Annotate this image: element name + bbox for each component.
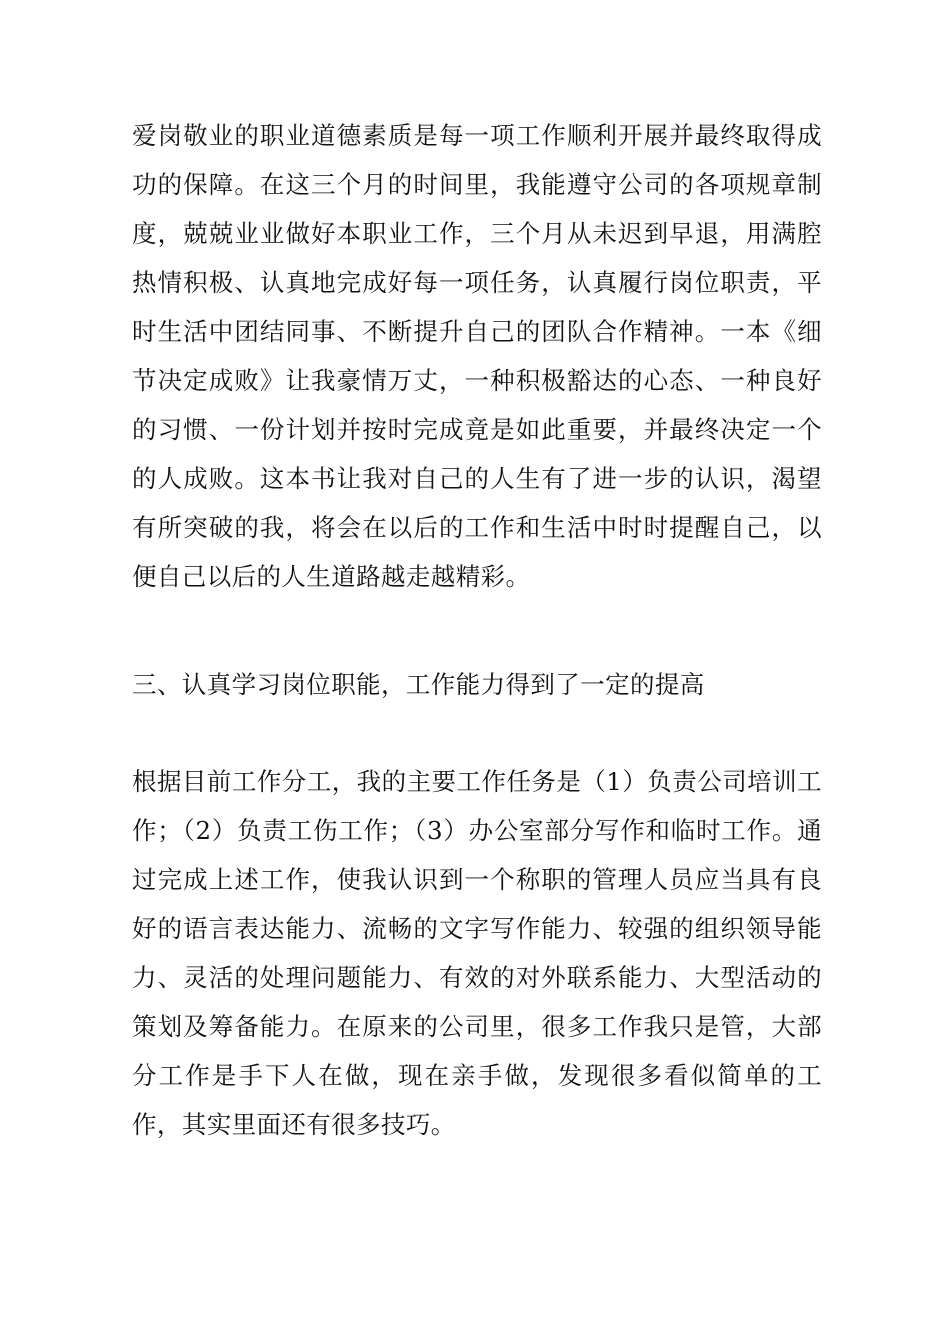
- body-paragraph-2: 根据目前工作分工，我的主要工作任务是（1）负责公司培训工作；（2）负责工伤工作；（3）办公室部分写作和临时工作。通过完成上述工作，使我认识到一个称职的管理人员应当具有良好的语言表达能力、流畅的文字写作能力、较强的组织领导能力、灵活的处理问题能力、有效的对外联系能力、大型活动的策划及筹备能力。在原来的公司里，很多工作我只是管，大部分工作是手下人在做，现在亲手做，发现很多看似简单的工作，其实里面还有很多技巧。: [132, 767, 822, 1139]
- section-heading-3: 三、认真学习岗位职能，工作能力得到了一定的提高: [132, 670, 705, 699]
- body-paragraph-1: 爱岗敬业的职业道德素质是每一项工作顺利开展并最终取得成功的保障。在这三个月的时间里，我能遵守公司的各项规章制度，兢兢业业做好本职业工作，三个月从未迟到早退，用满腔热情积极、认真地完成好每一项任务，认真履行岗位职责，平时生活中团结同事、不断提升自己的团队合作精神。一本《细节决定成败》让我豪情万丈，一种积极豁达的心态、一种良好的习惯、一份计划并按时完成竟是如此重要，并最终决定一个的人成败。这本书让我对自己的人生有了进一步的认识，渴望有所突破的我，将会在以后的工作和生活中时时提醒自己，以便自己以后的人生道路越走越精彩。: [132, 121, 822, 591]
